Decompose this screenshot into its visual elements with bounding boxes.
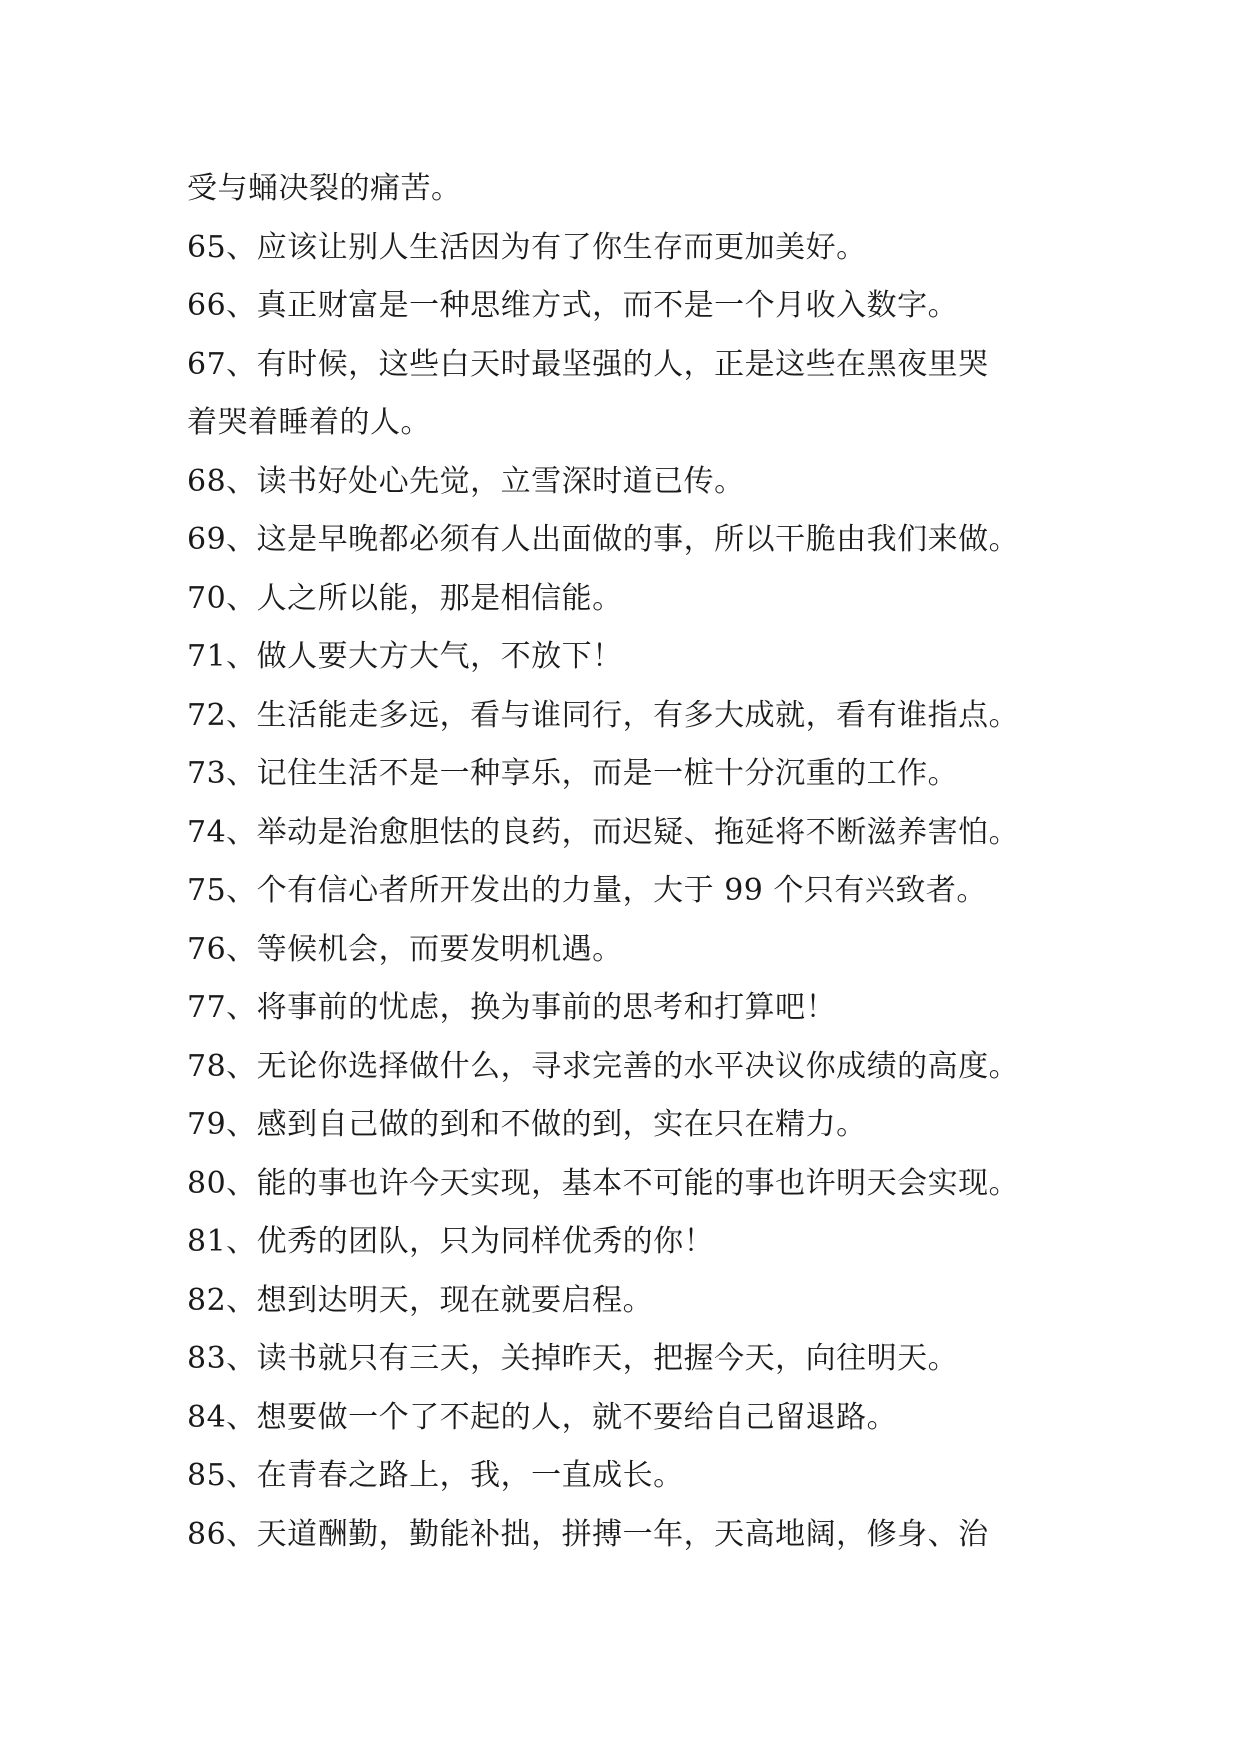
text-line: 73、记住生活不是一种享乐，而是一桩十分沉重的工作。: [187, 756, 959, 791]
text-line: 68、读书好处心先觉，立雪深时道已传。: [187, 463, 745, 499]
text-line: 着哭着睡着的人。: [187, 405, 431, 440]
text-line: 75、个有信心者所开发出的力量，大于 99 个只有兴致者。: [187, 873, 987, 908]
text-line: 85、在青春之路上，我，一直成长。: [187, 1458, 684, 1493]
text-line: 79、感到自己做的到和不做的到，实在只在精力。: [187, 1107, 867, 1142]
text-line: 78、无论你选择做什么，寻求完善的水平决议你成绩的高度。: [187, 1048, 1020, 1084]
text-line: 70、人之所以能，那是相信能。: [187, 580, 623, 616]
text-line: 65、应该让别人生活因为有了你生存而更加美好。: [187, 229, 867, 265]
text-line: 69、这是早晚都必须有人出面做的事，所以干脆由我们来做。: [187, 522, 1020, 557]
text-line: 71、做人要大方大气，不放下！: [187, 639, 623, 674]
text-line: 82、想到达明天，现在就要启程。: [187, 1282, 654, 1318]
text-line: 72、生活能走多远，看与谁同行，有多大成就，看有谁指点。: [187, 697, 1020, 733]
text-line: 80、能的事也许今天实现，基本不可能的事也许明天会实现。: [187, 1165, 1020, 1201]
text-body: [187, 160, 1087, 1564]
text-line: 74、举动是治愈胆怯的良药，而迟疑、拖延将不断滋养害怕。: [187, 814, 1020, 850]
text-line: 81、优秀的团队，只为同样优秀的你！: [187, 1224, 715, 1259]
text-line: 受与蛹决裂的痛苦。: [187, 171, 462, 206]
text-line: 84、想要做一个了不起的人，就不要给自己留退路。: [187, 1399, 898, 1435]
text-line: 66、真正财富是一种思维方式，而不是一个月收入数字。: [187, 288, 959, 323]
text-line: 83、读书就只有三天，关掉昨天，把握今天，向往明天。: [187, 1341, 959, 1376]
text-line: 67、有时候，这些白天时最坚强的人，正是这些在黑夜里哭: [187, 346, 989, 382]
text-line: 76、等候机会，而要发明机遇。: [187, 931, 623, 967]
text-line: 77、将事前的忧虑，换为事前的思考和打算吧！: [187, 990, 837, 1025]
text-line: 86、天道酬勤，勤能补拙，拼搏一年，天高地阔，修身、治: [187, 1516, 989, 1552]
